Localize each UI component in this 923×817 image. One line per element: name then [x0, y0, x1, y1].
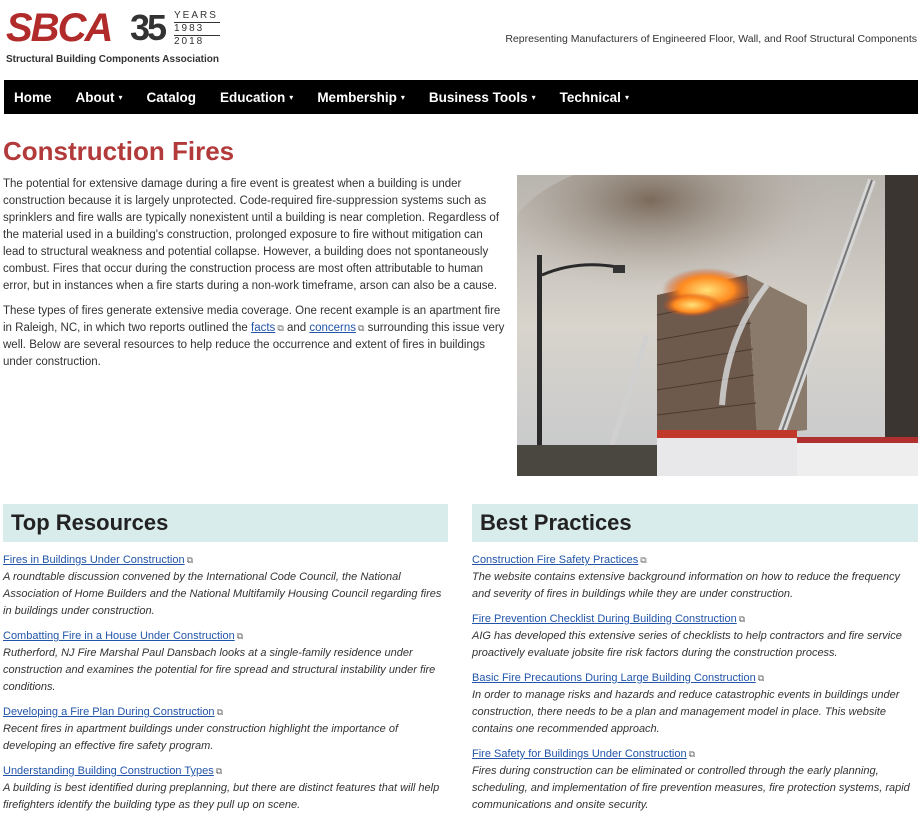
main-nav	[4, 80, 918, 114]
caret-down-icon: ▾	[118, 93, 123, 103]
list-item	[3, 552, 443, 620]
page-title: Construction Fires	[3, 136, 235, 166]
practice-link[interactable]: Construction Fire Safety Practices	[472, 554, 639, 566]
intro-text-part: surrounding this issue very well. Below are several resources to help reduce the occurrence and extent of fires in buildings under construction.	[3, 322, 505, 368]
nav-label: Home	[14, 89, 52, 105]
list-item	[472, 746, 918, 814]
intro-text	[3, 176, 506, 379]
nav-item-education[interactable]	[220, 90, 293, 105]
nav-item-membership[interactable]	[317, 90, 405, 105]
caret-down-icon: ▾	[531, 93, 536, 103]
resource-link[interactable]: Fires in Buildings Under Construction	[3, 554, 185, 566]
practice-link[interactable]: Basic Fire Precautions During Large Building Construction	[472, 672, 756, 684]
practice-link[interactable]: Fire Prevention Checklist During Building Construction	[472, 613, 737, 625]
list-item	[3, 704, 443, 755]
intro-text-part: These types of fires generate extensive media coverage. One recent example is an apartment fire in Raleigh, NC, in which two reports outlined the	[3, 305, 501, 334]
nav-item-technical[interactable]	[560, 90, 629, 105]
nav-label: Catalog	[146, 89, 197, 105]
site-header	[0, 0, 923, 80]
practice-link[interactable]: Fire Safety for Buildings Under Construction	[472, 748, 687, 760]
intro-text-part: and	[283, 322, 310, 334]
external-link-icon: ⧉	[738, 614, 746, 624]
resource-description: A roundtable discussion convened by the International Code Council, the National Association of Home Builders and the National Multifamily Housing Council regarding fires in buildings under construction.	[3, 571, 442, 617]
nav-item-business-tools[interactable]	[429, 90, 536, 105]
resource-description: Rutherford, NJ Fire Marshal Paul Dansbach looks at a single-family residence under construction and examines the potential for fire spread and structural instability under fire conditions.	[3, 647, 436, 693]
caret-down-icon: ▾	[289, 93, 294, 103]
construction-fire-photo	[517, 175, 918, 476]
caret-down-icon: ▾	[400, 93, 405, 103]
list-item	[472, 552, 918, 603]
facts-link[interactable]: facts	[251, 322, 276, 334]
nav-label: Technical	[559, 89, 621, 105]
site-tagline: Representing Manufacturers of Engineered Floor, Wall, and Roof Structural Components	[505, 33, 917, 45]
list-item	[3, 763, 443, 814]
external-link-icon: ⧉	[186, 555, 194, 565]
intro-paragraph-2	[3, 303, 506, 371]
external-link-icon: ⧉	[277, 323, 284, 333]
external-link-icon: ⧉	[640, 555, 647, 565]
practice-description: In order to manage risks and hazards and reduce catastrophic events in buildings under construction, there needs to be a plan and management model in place. This website contains one recommended approach.	[472, 689, 900, 735]
practice-description: AIG has developed this extensive series of checklists to help contractors and fire service proactively evaluate jobsite fire risk factors during the construction process.	[472, 630, 902, 659]
logo-wordmark: SBCA	[6, 6, 112, 50]
external-link-icon: ⧉	[216, 707, 223, 717]
logo-years	[174, 10, 220, 48]
top-resources-list	[3, 552, 443, 817]
practice-description: The website contains extensive background information on how to reduce the frequency and severity of fires in buildings while they are under construction.	[472, 571, 901, 600]
external-link-icon: ⧉	[358, 323, 365, 333]
resource-link[interactable]: Combatting Fire in a House Under Construction	[3, 630, 235, 642]
resource-link[interactable]: Developing a Fire Plan During Construction	[3, 706, 215, 718]
logo-year-start: 1983	[174, 23, 220, 36]
list-item	[3, 628, 443, 696]
external-link-icon: ⧉	[236, 631, 244, 641]
intro-paragraph-1: The potential for extensive damage during a fire event is greatest when a building is under construction because it is largely unprotected. Code-required fire-suppression systems such as sprinklers and fire walls are typically nonexistent until a building is near completion. Regardless of the material used in a building's construction, prolonged exposure to fire without mitigation can lead to structural weakness and potential collapse. However, a building does not spontaneously combust. Fires that occur during the construction process are most often attributable to human error, but in instances when a fire starts during a non-work timeframe, arson can also be a cause.	[3, 178, 500, 292]
concerns-link[interactable]: concerns	[309, 322, 356, 334]
nav-item-catalog[interactable]	[147, 90, 197, 105]
nav-label: About	[75, 89, 115, 105]
logo-year-end: 2018	[174, 36, 205, 47]
nav-item-home[interactable]	[14, 90, 52, 105]
fire-scene-illustration	[517, 175, 918, 476]
nav-label: Membership	[317, 89, 397, 105]
external-link-icon: ⧉	[215, 766, 223, 776]
sbca-logo[interactable]	[6, 8, 222, 68]
logo-org-name: Structural Building Components Association	[6, 54, 219, 65]
list-item	[472, 670, 918, 738]
best-practices-list	[472, 552, 918, 817]
nav-label: Business Tools	[428, 89, 528, 105]
external-link-icon: ⧉	[688, 749, 696, 759]
logo-anniversary: 35	[130, 7, 165, 48]
nav-label: Education	[220, 89, 286, 105]
external-link-icon: ⧉	[757, 673, 765, 683]
logo-years-label: YEARS	[174, 10, 220, 23]
nav-item-about[interactable]	[76, 90, 123, 105]
list-item	[472, 611, 918, 662]
best-practices-header	[472, 504, 918, 542]
resource-link[interactable]: Understanding Building Construction Types	[3, 765, 214, 777]
caret-down-icon: ▾	[624, 93, 629, 103]
top-resources-heading: Top Resources	[11, 510, 169, 535]
resource-description: Recent fires in apartment buildings under construction highlight the importance of developing an effective fire safety program.	[3, 723, 399, 752]
top-resources-header	[3, 504, 448, 542]
resource-description: A building is best identified during preplanning, but there are distinct features that will help firefighters identify the building type as they pull up on scene.	[3, 782, 440, 811]
best-practices-heading: Best Practices	[480, 510, 632, 535]
practice-description: Fires during construction can be eliminated or controlled through the early planning, scheduling, and implementation of fire prevention measures, fire protection systems, rapid communications and onsite security.	[472, 765, 910, 811]
